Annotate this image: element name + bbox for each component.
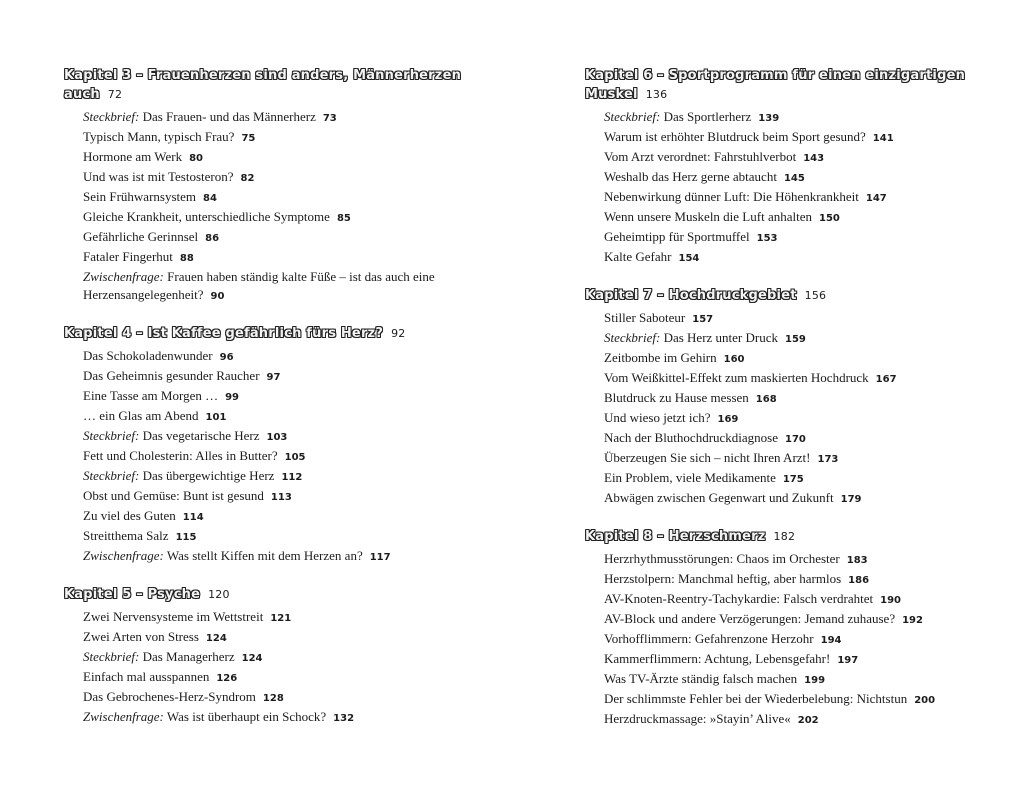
toc-entry bbox=[604, 650, 1005, 670]
entry-title: Eine Tasse am Morgen … bbox=[83, 388, 219, 403]
entry-page-number: 190 bbox=[880, 595, 901, 606]
chapter-title: Kapitel 3 – Frauenherzen sind anders, Männerherzen auch bbox=[64, 68, 462, 102]
toc-entry bbox=[83, 527, 504, 547]
toc-entry bbox=[83, 387, 504, 407]
entry-title: Und was ist mit Testosteron? bbox=[83, 169, 234, 184]
entry-page-number: 84 bbox=[203, 193, 217, 204]
entry-title: Vom Arzt verordnet: Fahrstuhlverbot bbox=[604, 149, 797, 164]
chapter-section bbox=[585, 527, 1005, 730]
entry-title: Das Herz unter Druck bbox=[660, 330, 778, 345]
entry-page-number: 167 bbox=[875, 374, 897, 385]
toc-entry bbox=[83, 467, 504, 487]
entry-list bbox=[585, 550, 1005, 730]
entry-page-number: 159 bbox=[785, 334, 806, 345]
toc-entry bbox=[83, 487, 504, 507]
entry-title: Weshalb das Herz gerne abtaucht bbox=[604, 169, 777, 184]
entry-title: Das übergewichtige Herz bbox=[139, 468, 275, 483]
toc-entry bbox=[83, 628, 504, 648]
entry-title: Sein Frühwarnsystem bbox=[83, 189, 197, 204]
entry-title: Was ist überhaupt ein Schock? bbox=[163, 709, 327, 724]
entry-page-number: 145 bbox=[783, 173, 805, 184]
chapter-page-number: 120 bbox=[208, 588, 230, 601]
entry-title: Stiller Saboteur bbox=[604, 310, 686, 325]
toc-entry bbox=[83, 507, 504, 527]
entry-title: Das vegetarische Herz bbox=[139, 428, 260, 443]
toc-entry bbox=[83, 407, 504, 427]
chapter-heading bbox=[585, 527, 1005, 546]
entry-title: Typisch Mann, typisch Frau? bbox=[83, 129, 235, 144]
entry-title: Gleiche Krankheit, unterschiedliche Symptome bbox=[83, 209, 330, 224]
toc-entry bbox=[83, 268, 504, 306]
entry-page-number: 86 bbox=[205, 233, 220, 244]
chapter-page-number: 182 bbox=[773, 530, 796, 543]
entry-page-number: 179 bbox=[840, 494, 862, 505]
toc-entry bbox=[604, 148, 1005, 168]
toc-entry bbox=[604, 710, 1005, 730]
toc-entry bbox=[83, 447, 504, 467]
entry-title: Kammerflimmern: Achtung, Lebensgefahr! bbox=[604, 651, 831, 666]
entry-page-number: 126 bbox=[216, 673, 238, 684]
entry-page-number: 202 bbox=[797, 715, 819, 726]
toc-entry bbox=[83, 188, 504, 208]
toc-entry bbox=[604, 389, 1005, 409]
entry-title: Geheimtipp für Sportmuffel bbox=[604, 229, 750, 244]
entry-page-number: 160 bbox=[723, 354, 745, 365]
entry-page-number: 169 bbox=[717, 414, 739, 425]
toc-entry bbox=[604, 248, 1005, 268]
entry-page-number: 139 bbox=[758, 113, 780, 124]
entry-title: Vorhofflimmern: Gefahrenzone Herzohr bbox=[604, 631, 814, 646]
chapter-title: Kapitel 8 – Herzschmerz bbox=[585, 529, 766, 544]
toc-entry bbox=[83, 547, 504, 567]
entry-title: AV-Block und andere Verzögerungen: Jemand zuhause? bbox=[604, 611, 896, 626]
toc-entry bbox=[604, 449, 1005, 469]
entry-title: AV-Knoten-Reentry-Tachykardie: Falsch verdrahtet bbox=[604, 591, 874, 606]
entry-prefix: Steckbrief: bbox=[604, 109, 661, 124]
entry-page-number: 132 bbox=[333, 713, 355, 724]
toc-entry bbox=[604, 570, 1005, 590]
entry-page-number: 154 bbox=[678, 253, 700, 264]
entry-title: Fett und Cholesterin: Alles in Butter? bbox=[83, 448, 278, 463]
entry-page-number: 73 bbox=[322, 113, 337, 124]
entry-page-number: 121 bbox=[270, 613, 292, 624]
entry-title: Gefährliche Gerinnsel bbox=[83, 229, 199, 244]
entry-title: Kalte Gefahr bbox=[604, 249, 672, 264]
entry-title: Blutdruck zu Hause messen bbox=[604, 390, 749, 405]
toc-entry bbox=[83, 248, 504, 268]
entry-title: Fataler Fingerhut bbox=[83, 249, 173, 264]
entry-page-number: 124 bbox=[205, 633, 227, 644]
entry-page-number: 99 bbox=[225, 392, 240, 403]
toc-entry bbox=[604, 550, 1005, 570]
entry-page-number: 88 bbox=[179, 253, 194, 264]
toc-entry bbox=[604, 128, 1005, 148]
entry-title: Überzeugen Sie sich – nicht Ihren Arzt! bbox=[604, 450, 811, 465]
entry-page-number: 103 bbox=[266, 432, 288, 443]
entry-title: Obst und Gemüse: Bunt ist gesund bbox=[83, 488, 264, 503]
chapter-heading bbox=[585, 286, 1005, 305]
toc-entry bbox=[604, 610, 1005, 630]
chapter-heading bbox=[64, 66, 504, 104]
toc-entry bbox=[83, 427, 504, 447]
entry-title: Warum ist erhöhter Blutdruck beim Sport gesund? bbox=[604, 129, 866, 144]
toc-entry bbox=[604, 369, 1005, 389]
entry-title: Nebenwirkung dünner Luft: Die Höhenkrankheit bbox=[604, 189, 859, 204]
entry-title: Einfach mal ausspannen bbox=[83, 669, 210, 684]
entry-page-number: 183 bbox=[846, 555, 868, 566]
entry-title: Vom Weißkittel-Effekt zum maskierten Hochdruck bbox=[604, 370, 869, 385]
entry-page-number: 186 bbox=[848, 575, 870, 586]
chapter-page-number: 136 bbox=[645, 88, 668, 101]
entry-page-number: 157 bbox=[692, 314, 714, 325]
toc-entry bbox=[83, 367, 504, 387]
entry-page-number: 85 bbox=[336, 213, 351, 224]
toc-column-left bbox=[64, 66, 504, 746]
entry-page-number: 143 bbox=[803, 153, 825, 164]
toc-entry bbox=[604, 630, 1005, 650]
toc-entry bbox=[604, 670, 1005, 690]
toc-entry bbox=[604, 228, 1005, 248]
entry-title: Zeitbombe im Gehirn bbox=[604, 350, 717, 365]
toc-entry bbox=[83, 708, 504, 728]
entry-prefix: Zwischenfrage: bbox=[83, 709, 164, 724]
entry-title: … ein Glas am Abend bbox=[83, 408, 199, 423]
entry-title: Der schlimmste Fehler bei der Wiederbelebung: Nichtstun bbox=[604, 691, 908, 706]
entry-page-number: 80 bbox=[189, 153, 203, 164]
entry-title: Abwägen zwischen Gegenwart und Zukunft bbox=[604, 490, 834, 505]
toc-entry bbox=[604, 469, 1005, 489]
chapter-page-number: 72 bbox=[107, 88, 123, 101]
entry-prefix: Steckbrief: bbox=[83, 468, 140, 483]
entry-page-number: 75 bbox=[241, 133, 256, 144]
entry-title: Frauen haben ständig kalte Füße – ist das auch eine Herzensangelegenheit? bbox=[83, 269, 435, 302]
entry-page-number: 113 bbox=[270, 492, 292, 503]
toc-entry bbox=[83, 608, 504, 628]
chapter-section bbox=[585, 66, 1005, 268]
entry-title: Zwei Nervensysteme im Wettstreit bbox=[83, 609, 264, 624]
entry-page-number: 117 bbox=[369, 552, 391, 563]
entry-title: Ein Problem, viele Medikamente bbox=[604, 470, 776, 485]
entry-list bbox=[585, 309, 1005, 509]
toc-entry bbox=[604, 208, 1005, 228]
entry-title: Zu viel des Guten bbox=[83, 508, 176, 523]
entry-page-number: 97 bbox=[266, 372, 281, 383]
entry-title: Das Managerherz bbox=[139, 649, 235, 664]
entry-page-number: 101 bbox=[205, 412, 227, 423]
toc-entry bbox=[83, 228, 504, 248]
entry-page-number: 150 bbox=[818, 213, 840, 224]
toc-entry bbox=[83, 108, 504, 128]
toc-entry bbox=[604, 690, 1005, 710]
entry-list bbox=[585, 108, 1005, 268]
entry-title: Das Schokoladenwunder bbox=[83, 348, 213, 363]
entry-page-number: 141 bbox=[872, 133, 894, 144]
chapter-section bbox=[64, 324, 504, 567]
entry-page-number: 173 bbox=[817, 454, 839, 465]
entry-title: Herzrhythmusstörungen: Chaos im Orchester bbox=[604, 551, 840, 566]
entry-page-number: 115 bbox=[175, 532, 197, 543]
chapter-section bbox=[64, 66, 504, 306]
toc-entry bbox=[83, 648, 504, 668]
toc-entry bbox=[83, 148, 504, 168]
entry-title: Und wieso jetzt ich? bbox=[604, 410, 711, 425]
chapter-section bbox=[585, 286, 1005, 509]
entry-title: Wenn unsere Muskeln die Luft anhalten bbox=[604, 209, 812, 224]
entry-title: Streitthema Salz bbox=[83, 528, 169, 543]
entry-title: Hormone am Werk bbox=[83, 149, 183, 164]
chapter-page-number: 156 bbox=[804, 289, 827, 302]
chapter-title: Kapitel 7 – Hochdruckgebiet bbox=[585, 288, 797, 303]
toc-entry bbox=[604, 429, 1005, 449]
entry-title: Zwei Arten von Stress bbox=[83, 629, 199, 644]
entry-page-number: 105 bbox=[284, 452, 306, 463]
entry-list bbox=[64, 108, 504, 306]
entry-prefix: Steckbrief: bbox=[83, 649, 140, 664]
entry-prefix: Steckbrief: bbox=[604, 330, 661, 345]
toc-entry bbox=[604, 329, 1005, 349]
entry-page-number: 96 bbox=[219, 352, 234, 363]
entry-title: Das Sportlerherz bbox=[660, 109, 752, 124]
chapter-page-number: 92 bbox=[391, 327, 406, 340]
entry-page-number: 170 bbox=[785, 434, 806, 445]
toc-entry bbox=[83, 208, 504, 228]
toc-entry bbox=[604, 188, 1005, 208]
entry-title: Das Geheimnis gesunder Raucher bbox=[83, 368, 260, 383]
entry-list bbox=[64, 608, 504, 728]
toc-entry bbox=[604, 168, 1005, 188]
entry-title: Herzdruckmassage: »Stayin’ Alive« bbox=[604, 711, 791, 726]
entry-title: Das Gebrochenes-Herz-Syndrom bbox=[83, 689, 256, 704]
entry-page-number: 124 bbox=[241, 653, 263, 664]
chapter-title: Kapitel 6 – Sportprogramm für einen einzigartigen Muskel bbox=[585, 68, 966, 102]
toc-entry bbox=[83, 688, 504, 708]
entry-page-number: 114 bbox=[182, 512, 204, 523]
toc-entry bbox=[604, 349, 1005, 369]
chapter-heading bbox=[64, 585, 504, 604]
entry-page-number: 128 bbox=[262, 693, 284, 704]
entry-title: Was stellt Kiffen mit dem Herzen an? bbox=[163, 548, 363, 563]
entry-page-number: 192 bbox=[902, 615, 923, 626]
entry-title: Herzstolpern: Manchmal heftig, aber harmlos bbox=[604, 571, 842, 586]
entry-page-number: 197 bbox=[837, 655, 859, 666]
entry-prefix: Steckbrief: bbox=[83, 428, 140, 443]
entry-title: Nach der Bluthochdruckdiagnose bbox=[604, 430, 779, 445]
entry-title: Was TV-Ärzte ständig falsch machen bbox=[604, 671, 798, 686]
entry-title: Das Frauen- und das Männerherz bbox=[139, 109, 316, 124]
entry-list bbox=[64, 347, 504, 567]
entry-page-number: 147 bbox=[865, 193, 887, 204]
entry-prefix: Zwischenfrage: bbox=[83, 548, 164, 563]
entry-page-number: 112 bbox=[281, 472, 303, 483]
toc-entry bbox=[604, 108, 1005, 128]
entry-page-number: 153 bbox=[756, 233, 778, 244]
toc-entry bbox=[604, 489, 1005, 509]
entry-page-number: 175 bbox=[782, 474, 804, 485]
toc-entry bbox=[83, 347, 504, 367]
entry-prefix: Zwischenfrage: bbox=[83, 269, 164, 284]
entry-page-number: 82 bbox=[240, 173, 255, 184]
entry-page-number: 168 bbox=[755, 394, 777, 405]
chapter-heading bbox=[64, 324, 504, 343]
toc-column-right bbox=[585, 66, 1005, 748]
toc-entry bbox=[83, 168, 504, 188]
toc-entry bbox=[604, 309, 1005, 329]
entry-page-number: 199 bbox=[804, 675, 826, 686]
chapter-title: Kapitel 4 – Ist Kaffee gefährlich fürs Herz? bbox=[64, 326, 384, 341]
toc-entry bbox=[83, 128, 504, 148]
chapter-title: Kapitel 5 – Psyche bbox=[64, 587, 201, 602]
entry-page-number: 194 bbox=[820, 635, 842, 646]
entry-page-number: 90 bbox=[210, 291, 225, 302]
toc-entry bbox=[604, 590, 1005, 610]
chapter-section bbox=[64, 585, 504, 728]
toc-entry bbox=[604, 409, 1005, 429]
chapter-heading bbox=[585, 66, 1005, 104]
entry-page-number: 200 bbox=[914, 695, 936, 706]
entry-prefix: Steckbrief: bbox=[83, 109, 140, 124]
toc-entry bbox=[83, 668, 504, 688]
